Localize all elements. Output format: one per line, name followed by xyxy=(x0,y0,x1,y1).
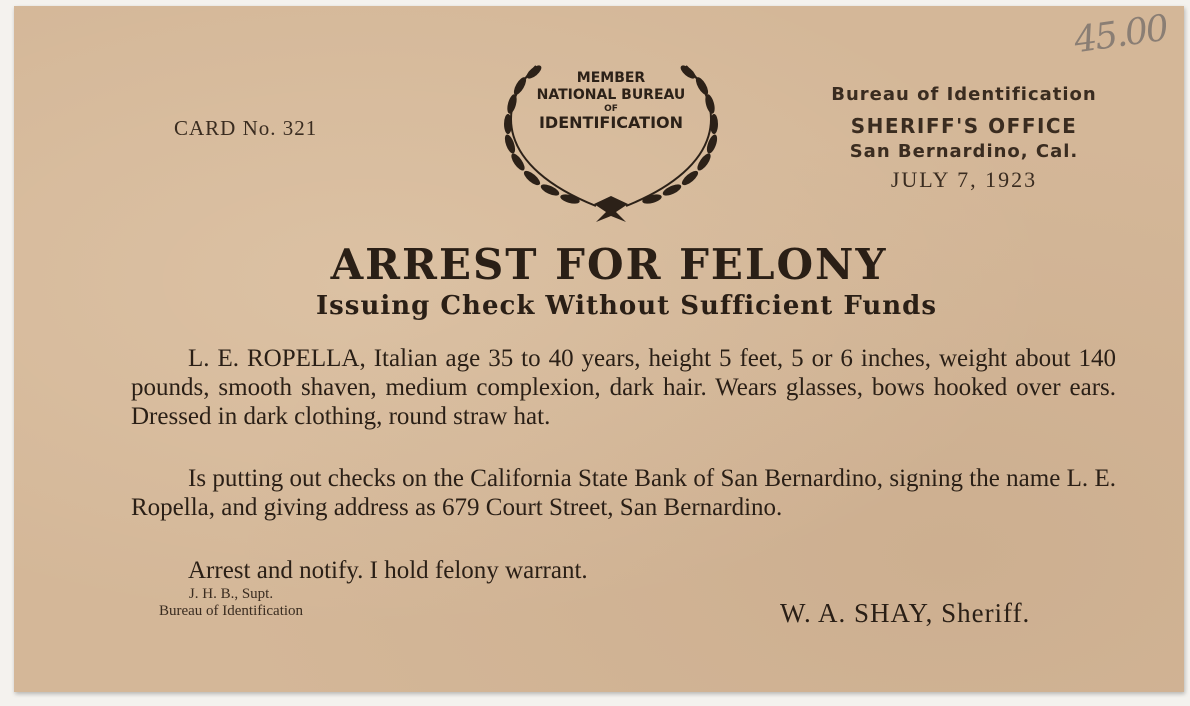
instructions xyxy=(131,556,1116,585)
suspect-description xyxy=(131,344,1116,431)
emblem-line-2: NATIONAL BUREAU xyxy=(536,87,686,103)
paragraph-1-text: L. E. ROPELLA, Italian age 35 to 40 years, height 5 feet, 5 or 6 inches, weight about 140 pounds, smooth shaven, medium complexion, dark hair. Wears glasses, bows hooked over ears. Dressed in dark clothing, round straw hat. xyxy=(131,345,1116,430)
emblem-text xyxy=(476,70,746,131)
paragraph-3-text: Arrest and notify. I hold felony warrant. xyxy=(188,557,588,584)
emblem-line-1: MEMBER xyxy=(576,70,646,86)
supt-bureau: Bureau of Identification xyxy=(158,603,304,619)
emblem-line-4: IDENTIFICATION xyxy=(538,113,684,132)
subheadline: Issuing Check Without Sufficient Funds xyxy=(316,291,937,321)
handwritten-price: 45.00 xyxy=(1071,7,1170,62)
wanted-card xyxy=(14,6,1184,692)
headline: ARREST FOR FELONY xyxy=(330,240,888,289)
sheriff-signature: W. A. SHAY, Sheriff. xyxy=(780,598,1031,628)
superintendent-signature xyxy=(126,586,336,620)
paragraph-2-text: Is putting out checks on the California State Bank of San Bernardino, signing the name L. E. Ropella, and giving address as 679 Court Street, San Bernardino. xyxy=(131,465,1116,521)
issue-date: JULY 7, 1923 xyxy=(890,167,1038,192)
card-number: CARD No. 321 xyxy=(174,116,318,140)
bureau-label: Bureau of Identification xyxy=(831,84,1097,105)
check-details xyxy=(131,464,1116,522)
sheriffs-office-label: SHERIFF'S OFFICE xyxy=(850,114,1078,138)
emblem-line-3: OF xyxy=(604,104,618,114)
location-label: San Bernardino, Cal. xyxy=(849,141,1079,162)
supt-name: J. H. B., Supt. xyxy=(188,586,274,602)
